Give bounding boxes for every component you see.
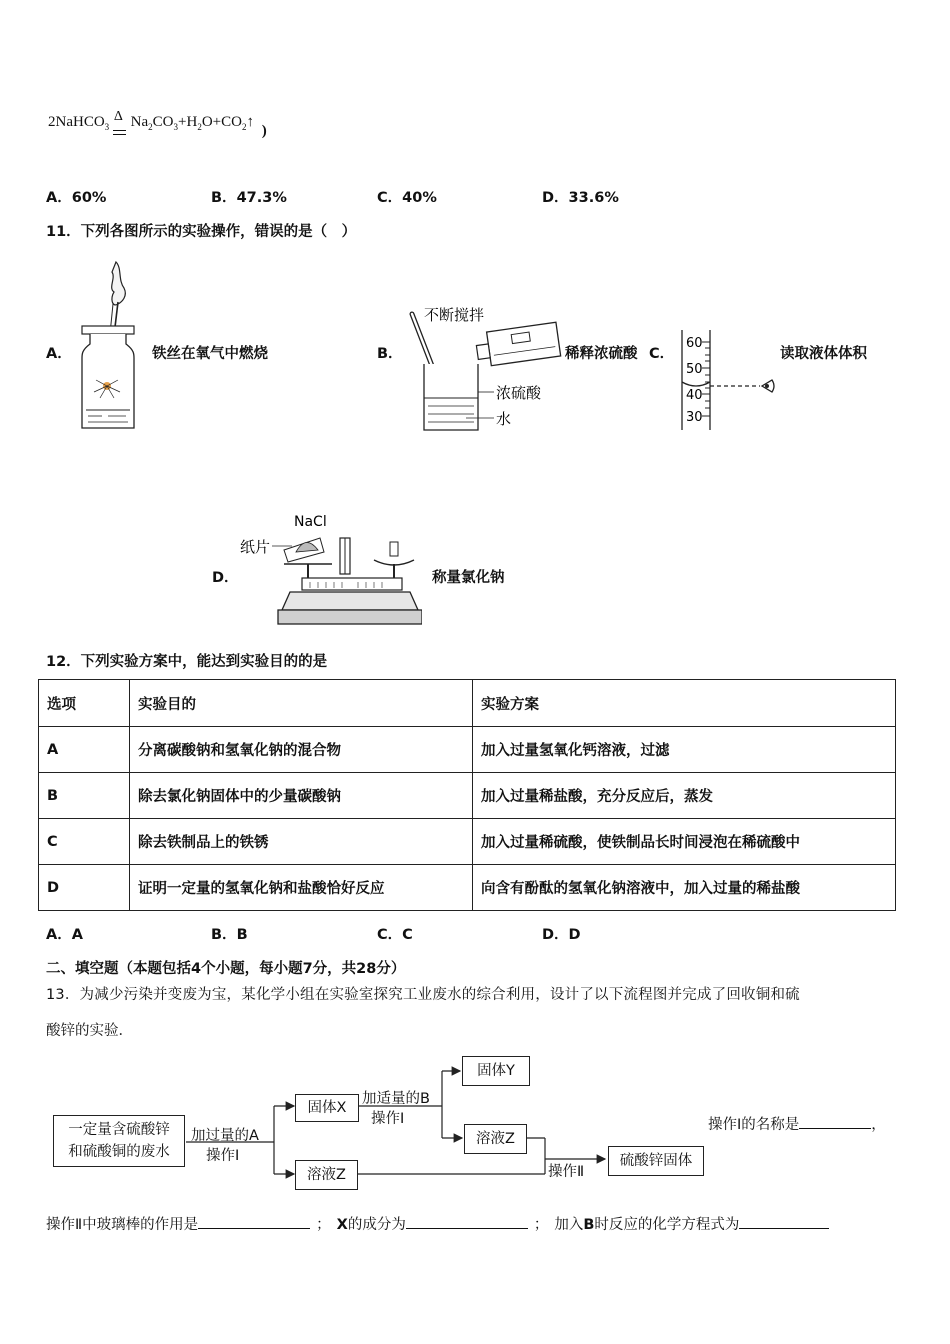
q10-option-c[interactable]: C．40% (377, 190, 437, 206)
q11-option-b-caption: 稀释浓硫酸 (565, 346, 638, 362)
equation-close-paren: ) (261, 123, 267, 139)
q10-option-d[interactable]: D．33.6% (542, 190, 619, 206)
flow-step1-reagent: 加过量的A (191, 1128, 259, 1144)
dilute-sulfuric-acid-figure (406, 300, 566, 435)
answer-blank-equation[interactable] (739, 1228, 829, 1229)
q11-option-a-letter[interactable]: A． (46, 346, 72, 362)
q11-stem: 11．下列各图所示的实验操作，错误的是（ ） (46, 224, 357, 240)
q12-stem: 12．下列实验方案中，能达到实验目的的是 (46, 654, 328, 670)
decomposition-equation: 2NaHCO$_3$ Δ $Na_2CO_3+H_2O+CO_2↑$ ) (48, 109, 267, 139)
flow-step1-operation: 操作Ⅰ (206, 1148, 240, 1164)
q11-option-d-letter[interactable]: D． (212, 570, 239, 586)
header-scheme: 实验方案 (473, 680, 896, 727)
flow-solid-x-box: 固体X (295, 1094, 359, 1122)
scale-40: 40 (686, 388, 703, 403)
scale-50: 50 (686, 362, 703, 377)
q13-question-line2: 操作Ⅱ中玻璃棒的作用是 ； X的成分为 ； 加入B时反应的化学方程式为 (46, 1213, 829, 1234)
q10-option-b[interactable]: B．47.3% (211, 190, 287, 206)
label-paper: 纸片 (240, 538, 271, 556)
q13-stem-line1: 13．为减少污染并变废为宝，某化学小组在实验室探究工业废水的综合利用，设计了以下流程图并完成了回收铜和硫 (46, 987, 800, 1003)
q11-option-c-caption: 读取液体体积 (780, 346, 867, 362)
q10-option-a[interactable]: A．60% (46, 190, 107, 206)
scale-60: 60 (686, 336, 703, 351)
q12-table (38, 679, 896, 911)
flow-step2-reagent: 加适量的B (362, 1091, 430, 1107)
equation-rhs: $Na_2CO_3+H_2O+CO_2↑$ (130, 114, 254, 132)
label-nacl: NaCl (294, 514, 327, 530)
answer-blank-operation1[interactable] (799, 1128, 871, 1129)
cylinder-reading-figure (678, 328, 782, 432)
flow-source-box: 一定量含硫酸锌 和硫酸铜的废水 (53, 1115, 185, 1167)
q12-option-c[interactable]: C．C (377, 927, 413, 943)
table-row: D 证明一定量的氢氧化钠和盐酸恰好反应 向含有酚酞的氢氧化钠溶液中，加入过量的稀盐酸 (39, 865, 896, 911)
q12-option-d[interactable]: D．D (542, 927, 581, 943)
equation-lhs: 2NaHCO (48, 114, 105, 130)
table-row: B 除去氯化钠固体中的少量碳酸钠 加入过量稀盐酸，充分反应后，蒸发 (39, 773, 896, 819)
flow-solution-z-upper-box: 溶液Z (464, 1124, 527, 1154)
q12-option-a[interactable]: A．A (46, 927, 83, 943)
label-water: 水 (496, 410, 512, 428)
flow-product-box: 硫酸锌固体 (608, 1146, 704, 1176)
q12-option-b[interactable]: B．B (211, 927, 248, 943)
heat-condition: Δ (113, 109, 123, 124)
flow-solution-z-lower-box: 溶液Z (295, 1160, 358, 1190)
iron-wire-burning-figure (78, 258, 140, 430)
q11-option-d-caption: 称量氯化钠 (432, 570, 505, 586)
header-option: 选项 (39, 680, 130, 727)
q11-option-a-caption: 铁丝在氧气中燃烧 (152, 346, 268, 362)
section-heading: 二、填空题（本题包括4个小题，每小题7分，共28分） (46, 961, 406, 977)
label-stirring: 不断搅拌 (424, 306, 485, 324)
answer-blank-x-composition[interactable] (406, 1228, 528, 1229)
q11-option-c-letter[interactable]: C． (649, 346, 675, 362)
label-concentrated-acid: 浓硫酸 (496, 384, 542, 402)
table-header-row (39, 680, 896, 727)
flow-solid-y-box: 固体Y (462, 1056, 530, 1086)
scale-30: 30 (686, 410, 703, 425)
flow-step3-operation: 操作Ⅱ (548, 1164, 585, 1180)
flow-step2-operation: 操作Ⅰ (371, 1111, 405, 1127)
header-purpose: 实验目的 (130, 680, 473, 727)
answer-blank-glass-rod[interactable] (198, 1228, 310, 1229)
q13-stem-line2: 酸锌的实验． (46, 1023, 133, 1039)
table-row: C 除去铁制品上的铁锈 加入过量稀硫酸，使铁制品长时间浸泡在稀硫酸中 (39, 819, 896, 865)
table-row: A 分离碳酸钠和氢氧化钠的混合物 加入过量氢氧化钙溶液，过滤 (39, 727, 896, 773)
balance-weighing-figure (240, 512, 422, 628)
q13-operation1-question: 操作Ⅰ的名称是 ， (708, 1117, 886, 1133)
q11-option-b-letter[interactable]: B． (377, 346, 403, 362)
